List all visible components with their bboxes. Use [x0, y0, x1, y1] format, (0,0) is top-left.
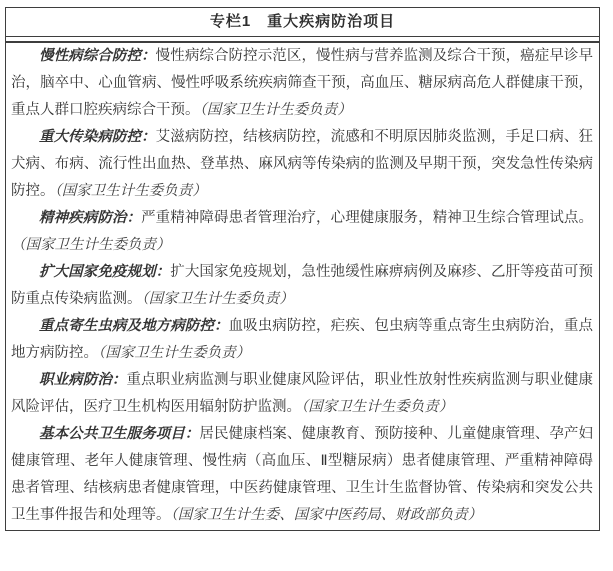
section-attribution: （国家卫生计生委负责） — [301, 399, 454, 415]
section-lead: 精神疾病防治： — [39, 210, 142, 226]
section-attribution: （国家卫生计生委负责） — [98, 345, 251, 361]
section-paragraph-chronic-disease — [11, 43, 593, 124]
section-paragraph-public-health-services — [11, 421, 593, 529]
section-lead: 职业病防治： — [39, 372, 127, 388]
section-text: 严重精神障碍患者管理治疗，心理健康服务，精神卫生综合管理试点。 — [141, 210, 594, 226]
section-text: 扩大国家免疫规划，急性弛缓性麻痹病例及麻疹、乙肝等疫苗可预防重点传染病监测。 — [11, 264, 594, 307]
section-attribution: （国家卫生计生委负责） — [199, 102, 352, 118]
section-text: 重点职业病监测与职业健康风险评估，职业性放射性疾病监测与职业健康风险评估，医疗卫生机构医用辐射防护监测。 — [11, 372, 594, 415]
section-text: 血吸虫病防控，疟疾、包虫病等重点寄生虫病防治，重点地方病防控。 — [11, 318, 594, 361]
section-lead: 慢性病综合防控： — [39, 48, 156, 64]
section-lead: 扩大国家免疫规划： — [39, 264, 171, 280]
section-text: 慢性病综合防控示范区，慢性病与营养监测及综合干预，癌症早诊早治，脑卒中、心血管病、慢性呼吸系统疾病筛查干预，高血压、糖尿病高危人群健康干预，重点人群口腔疾病综合干预。 — [11, 48, 594, 118]
section-attribution: （国家卫生计生委负责） — [141, 291, 294, 307]
section-text: 居民健康档案、健康教育、预防接种、儿童健康管理、孕产妇健康管理、老年人健康管理、慢性病（高血压、Ⅱ型糖尿病）患者健康管理、严重精神障碍患者管理、结核病患者健康管理，中医药健康管理、卫生计生监督协管、传染病和突发公共卫生事件报告和处理等。 — [11, 426, 594, 523]
section-attribution: （国家卫生计生委负责） — [54, 183, 207, 199]
section-text: 艾滋病防控，结核病防控，流感和不明原因肺炎监测，手足口病、狂犬病、布病、流行性出血热、登革热、麻风病等传染病的监测及早期干预，突发急性传染病防控。 — [11, 129, 594, 199]
section-paragraph-mental-illness — [11, 205, 593, 259]
column-title: 专栏1 重大疾病防治项目 — [6, 8, 599, 37]
section-lead: 基本公共卫生服务项目： — [39, 426, 200, 442]
section-attribution: （国家卫生计生委、国家中医药局、财政部负责） — [170, 507, 483, 523]
section-paragraph-occupational-disease — [11, 367, 593, 421]
section-paragraph-parasitic-endemic — [11, 313, 593, 367]
section-paragraph-infectious-disease — [11, 124, 593, 205]
column-box — [5, 7, 600, 531]
column-body — [6, 41, 599, 530]
section-attribution: （国家卫生计生委负责） — [11, 237, 171, 253]
section-lead: 重大传染病防控： — [39, 129, 156, 145]
section-lead: 重点寄生虫病及地方病防控： — [39, 318, 229, 334]
section-paragraph-immunization — [11, 259, 593, 313]
